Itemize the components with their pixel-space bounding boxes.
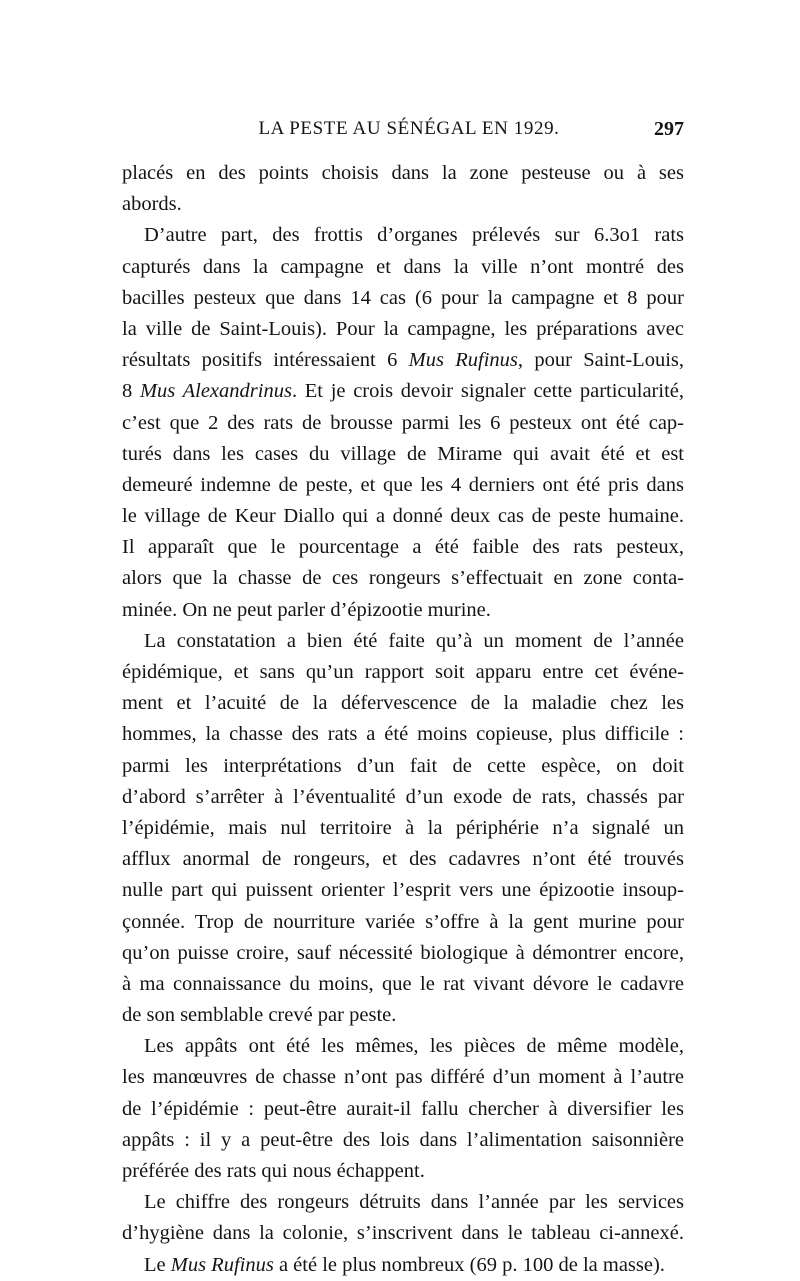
text-line: Il apparaît que le pourcentage a été faible des rats pesteux, (122, 536, 684, 559)
text-line: D’autre part, des frottis d’organes prélevés sur 6.3o1 rats (144, 224, 684, 247)
text-line: placés en des points choisis dans la zone pesteuse ou à ses (122, 162, 684, 184)
text-line: ment et l’acuité de la défervescence de la maladie chez les (122, 692, 684, 715)
page-number: 297 (654, 118, 684, 140)
text-line: préférée des rats qui nous échappent. (122, 1160, 425, 1182)
text-line: les manœuvres de chasse n’ont pas différé d’un moment à l’autre (122, 1066, 684, 1089)
text-line: qu’on puisse croire, sauf nécessité biologique à démontrer encore, (122, 941, 684, 964)
text-line: épidémique, et sans qu’un rapport soit apparu entre cet événe- (122, 661, 684, 683)
text-line: nulle part qui puissent orienter l’esprit vers une épizootie insoup- (122, 879, 684, 902)
text-line: de l’épidémie : peut-être aurait-il fallu chercher à diversifier les (122, 1097, 684, 1120)
text-line: Le chiffre des rongeurs détruits dans l’année par les services (144, 1191, 684, 1214)
text-line: demeuré indemne de peste, et que les 4 derniers ont été pris dans (122, 473, 684, 496)
species-name: Mus Rufinus (170, 1253, 274, 1276)
text-line: résultats positifs intéressaient 6 Mus Rufinus, pour Saint-Louis, (122, 349, 684, 372)
text-line: de son semblable crevé par peste. (122, 1004, 397, 1027)
text-line: bacilles pesteux que dans 14 cas (6 pour la campagne et 8 pour (122, 286, 684, 309)
text-line: hommes, la chasse des rats a été moins copieuse, plus difficile : (122, 723, 684, 746)
text-line: La constatation a bien été faite qu’à un moment de l’année (144, 629, 684, 652)
text-line: la ville de Saint-Louis). Pour la campagne, les préparations avec (122, 317, 684, 340)
text-line: le village de Keur Diallo qui a donné deux cas de peste humaine. (122, 505, 684, 528)
text-line: appâts : il y a peut-être des lois dans l’alimentation saisonnière (122, 1128, 684, 1151)
text-line: l’épidémie, mais nul territoire à la périphérie n’a signalé un (122, 816, 684, 839)
text-line: d’hygiène dans la colonie, s’inscrivent dans le tableau ci-annexé. (122, 1222, 684, 1245)
running-head (122, 118, 684, 148)
text-line: à ma connaissance du moins, que le rat vivant dévore le cadavre (122, 972, 684, 995)
text-line: afflux anormal de rongeurs, et des cadavres n’ont été trouvés (122, 848, 684, 871)
text-line: Les appâts ont été les mêmes, les pièces de même modèle, (144, 1035, 684, 1058)
body-text (122, 158, 684, 1281)
text-line: turés dans les cases du village de Mirame qui avait été et est (122, 442, 684, 465)
running-title: LA PESTE AU SÉNÉGAL EN 1929. (258, 118, 560, 139)
text-line: 8 Mus Alexandrinus. Et je crois devoir signaler cette particularité, (122, 380, 684, 403)
text-line: Le Mus Rufinus a été le plus nombreux (69 p. 100 de la masse). (144, 1253, 665, 1276)
text-line: capturés dans la campagne et dans la ville n’ont montré des (122, 255, 684, 278)
text-line: parmi les interprétations d’un fait de cette espèce, on doit (122, 754, 684, 777)
text-line: çonnée. Trop de nourriture variée s’offre à la gent murine pour (122, 910, 684, 933)
text-line: d’abord s’arrêter à l’éventualité d’un exode de rats, chassés par (122, 785, 684, 808)
text-line: c’est que 2 des rats de brousse parmi les 6 pesteux ont été cap- (122, 411, 684, 434)
species-name: Mus Alexandrinus (139, 380, 292, 403)
text-line: minée. On ne peut parler d’épizootie murine. (122, 598, 491, 621)
text-line: alors que la chasse de ces rongeurs s’effectuait en zone conta- (122, 567, 684, 590)
text-line: abords. (122, 193, 182, 216)
species-name: Mus Rufinus (408, 349, 518, 372)
